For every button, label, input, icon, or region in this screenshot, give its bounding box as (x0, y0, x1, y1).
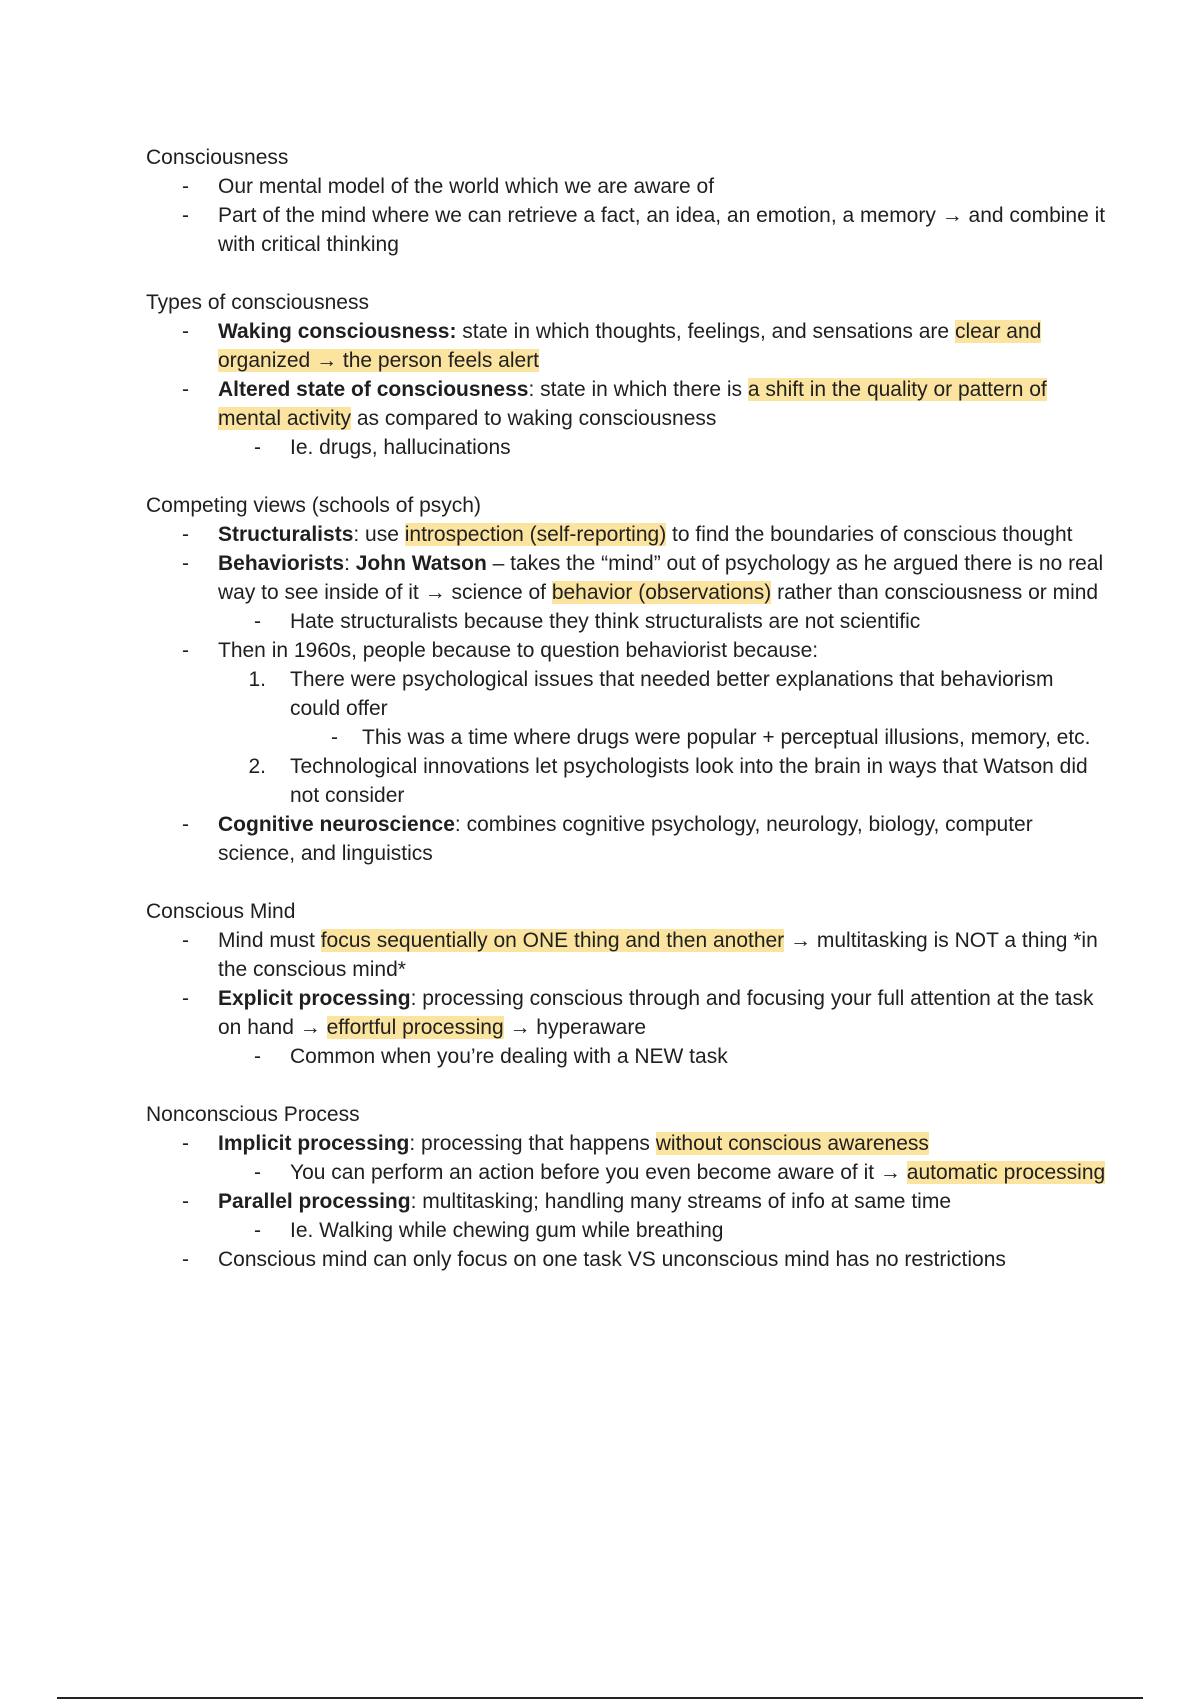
term: Cognitive neuroscience (218, 813, 455, 836)
item-text: This was a time where drugs were popular + perceptual illusions, memory, etc. (362, 726, 1091, 749)
bullet-list (146, 317, 1106, 462)
list-item (146, 1245, 1106, 1274)
section-consciousness (146, 143, 1106, 259)
bullet-list (146, 172, 1106, 259)
section-conscious-mind (146, 897, 1106, 1071)
item-text: : multitasking; handling many streams of info at same time (410, 1190, 951, 1213)
list-item (146, 1129, 1106, 1187)
sub-list-item (290, 723, 1106, 752)
item-text: : (344, 552, 356, 575)
item-text: Conscious mind can only focus on one task VS unconscious mind has no restrictions (218, 1248, 1006, 1271)
highlight: behavior (observations) (551, 581, 772, 604)
sub-list (218, 1042, 1106, 1071)
item-text: → multitasking is NOT a thing *in the conscious mind* (218, 929, 1098, 981)
item-text: Our mental model of the world which we are aware of (218, 175, 715, 198)
dash-bullet: - (182, 929, 189, 952)
highlight: clear and organized → the person feels alert (218, 320, 1042, 372)
list-item (146, 317, 1106, 375)
item-text: You can perform an action before you even become aware of it → (290, 1161, 907, 1184)
dash-bullet: - (182, 1190, 189, 1213)
term: Altered state of consciousness (218, 378, 529, 401)
list-item (146, 984, 1106, 1071)
list-item (146, 549, 1106, 636)
numbered-list (218, 665, 1106, 810)
number-marker: 1. (248, 668, 266, 691)
term: Waking consciousness: (218, 320, 457, 343)
highlight: a shift in the quality or pattern of mental activity (218, 378, 1047, 430)
list-item (146, 926, 1106, 984)
item-text: Common when you’re dealing with a NEW task (290, 1045, 728, 1068)
item-text: : processing conscious through and focusing your full attention at the task on hand → (218, 987, 1094, 1039)
dash-bullet: - (254, 1045, 261, 1068)
dash-bullet: - (182, 1248, 189, 1271)
term: Explicit processing (218, 987, 411, 1010)
section-heading: Types of consciousness (146, 291, 369, 314)
list-item (146, 375, 1106, 462)
item-text: state in which thoughts, feelings, and sensations are (456, 320, 955, 343)
dash-bullet: - (182, 320, 189, 343)
list-item (146, 520, 1106, 549)
item-text: : use (353, 523, 405, 546)
term: John Watson (355, 552, 487, 575)
dash-bullet: - (182, 175, 189, 198)
section-heading: Conscious Mind (146, 900, 296, 923)
highlight: introspection (self-reporting) (404, 523, 667, 546)
item-text: Ie. Walking while chewing gum while breathing (290, 1219, 724, 1242)
term: Behaviorists (218, 552, 345, 575)
section-heading: Competing views (schools of psych) (146, 494, 481, 517)
bullet-list (146, 1129, 1106, 1274)
section-types (146, 288, 1106, 462)
section-nonconscious (146, 1100, 1106, 1274)
highlight: automatic processing (906, 1161, 1106, 1184)
item-text: There were psychological issues that needed better explanations that behaviorism could offer (290, 668, 1054, 720)
dash-bullet: - (331, 726, 338, 749)
dash-bullet: - (182, 523, 189, 546)
item-text: : combines cognitive psychology, neurology, biology, computer science, and linguistics (218, 813, 1033, 865)
item-text: : processing that happens (409, 1132, 656, 1155)
dash-bullet: - (182, 813, 189, 836)
term: Parallel processing (218, 1190, 411, 1213)
list-item (146, 810, 1106, 868)
section-heading: Nonconscious Process (146, 1103, 360, 1126)
highlight: effortful processing (326, 1016, 504, 1039)
item-text: Mind must (218, 929, 321, 952)
sub-list-item (218, 433, 1106, 462)
sub-list (218, 433, 1106, 462)
list-item (146, 636, 1106, 810)
list-item (146, 172, 1106, 201)
item-text: Ie. drugs, hallucinations (290, 436, 511, 459)
numbered-item (218, 665, 1106, 752)
item-text: Then in 1960s, people because to question behaviorist because: (218, 639, 819, 662)
dash-bullet: - (182, 204, 189, 227)
item-text: → hyperaware (503, 1016, 647, 1039)
list-item (146, 201, 1106, 259)
item-text: : state in which there is (528, 378, 748, 401)
sub-list (218, 607, 1106, 636)
list-item (146, 1187, 1106, 1245)
highlight: focus sequentially on ONE thing and then another (320, 929, 785, 952)
numbered-item (218, 752, 1106, 810)
bullet-list (146, 520, 1106, 868)
sub-list (218, 1158, 1106, 1187)
bullet-list (146, 926, 1106, 1071)
item-text: Part of the mind where we can retrieve a fact, an idea, an emotion, a memory → and combine it with critical thinking (218, 204, 1106, 256)
section-competing-views (146, 491, 1106, 868)
sub-list-item (218, 1216, 1106, 1245)
highlight: without conscious awareness (655, 1132, 929, 1155)
sub-list (218, 1216, 1106, 1245)
item-text: – takes the “mind” out of psychology as he argued there is no real way to see inside of it → science of (218, 552, 1104, 604)
term: Structuralists (218, 523, 354, 546)
sub-list-item (218, 607, 1106, 636)
section-heading: Consciousness (146, 146, 289, 169)
dash-bullet: - (182, 378, 189, 401)
sub-list (290, 723, 1106, 752)
item-text: Hate structuralists because they think structuralists are not scientific (290, 610, 921, 633)
dash-bullet: - (182, 639, 189, 662)
page-bottom-rule (57, 1697, 1143, 1699)
item-text: Technological innovations let psychologists look into the brain in ways that Watson did not consider (290, 755, 1088, 807)
dash-bullet: - (254, 436, 261, 459)
dash-bullet: - (182, 1132, 189, 1155)
item-text: as compared to waking consciousness (351, 407, 717, 430)
item-text: to find the boundaries of conscious thought (666, 523, 1073, 546)
number-marker: 2. (248, 755, 266, 778)
dash-bullet: - (182, 987, 189, 1010)
dash-bullet: - (182, 552, 189, 575)
sub-list-item (218, 1042, 1106, 1071)
notes-page (146, 143, 1106, 1303)
sub-list-item (218, 1158, 1106, 1187)
dash-bullet: - (254, 610, 261, 633)
dash-bullet: - (254, 1161, 261, 1184)
dash-bullet: - (254, 1219, 261, 1242)
item-text: rather than consciousness or mind (771, 581, 1099, 604)
term: Implicit processing (218, 1132, 410, 1155)
